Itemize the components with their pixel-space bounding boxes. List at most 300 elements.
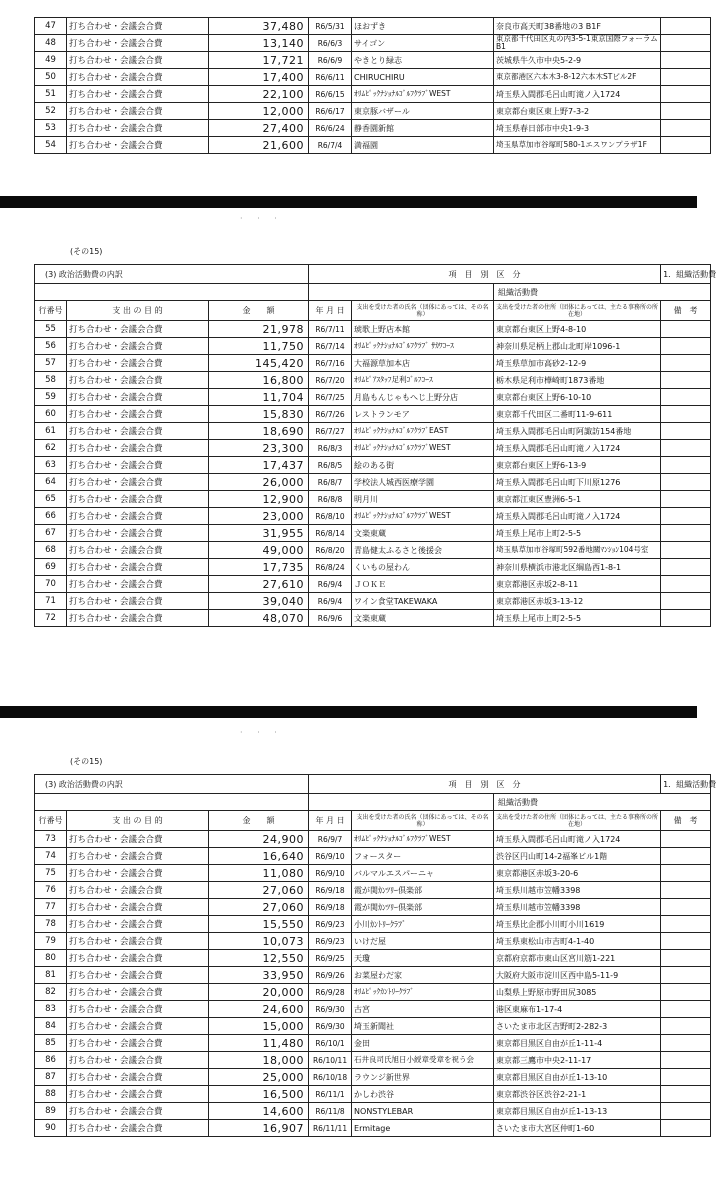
remarks-cell: [661, 491, 711, 508]
payee-name: レストランモア: [352, 406, 494, 423]
table-row: [35, 559, 711, 576]
row-number: 47: [35, 18, 67, 35]
expense-purpose: 打ち合わせ・会議会合費: [67, 440, 209, 457]
payee-address: 埼玉県入間郡毛呂山町下川原1276: [494, 474, 661, 491]
expense-date: R6/9/10: [309, 865, 352, 882]
payee-address: 東京都台東区東上野7-3-2: [494, 103, 661, 120]
payee-name: 満福園: [352, 137, 494, 154]
remarks-cell: [661, 1069, 711, 1086]
row-number: 53: [35, 120, 67, 137]
expense-purpose: 打ち合わせ・会議会合費: [67, 831, 209, 848]
row-number: 49: [35, 52, 67, 69]
scan-artifact: · · ·: [240, 214, 283, 223]
expense-date: R6/8/20: [309, 542, 352, 559]
remarks-cell: [661, 137, 711, 154]
sub-category: 組織活動費: [494, 284, 711, 301]
expense-purpose: 打ち合わせ・会議会合費: [67, 593, 209, 610]
col-header-remarks: 備 考: [661, 811, 711, 831]
remarks-cell: [661, 848, 711, 865]
page-separator: [0, 706, 697, 718]
remarks-cell: [661, 474, 711, 491]
table-row: [35, 916, 711, 933]
expense-date: R6/11/8: [309, 1103, 352, 1120]
payee-name: くいもの屋わん: [352, 559, 494, 576]
payee-address: 茨城県牛久市中央5-2-9: [494, 52, 661, 69]
table-row: [35, 865, 711, 882]
table-row: [35, 984, 711, 1001]
expense-amount: 16,500: [209, 1086, 309, 1103]
row-number: 87: [35, 1069, 67, 1086]
row-number: 76: [35, 882, 67, 899]
expense-purpose: 打ち合わせ・会議会合費: [67, 1052, 209, 1069]
table-row: [35, 440, 711, 457]
row-number: 62: [35, 440, 67, 457]
expense-purpose: 打ち合わせ・会議会合費: [67, 1103, 209, 1120]
payee-name: 霞が関ｶﾝﾂﾘｰ倶楽部: [352, 882, 494, 899]
row-number: 89: [35, 1103, 67, 1120]
payee-name: 絵のある街: [352, 457, 494, 474]
payee-name: 埼玉新聞社: [352, 1018, 494, 1035]
remarks-cell: [661, 1018, 711, 1035]
payee-address: さいたま市北区吉野町2-282-3: [494, 1018, 661, 1035]
expense-amount: 25,000: [209, 1069, 309, 1086]
expense-purpose: 打ち合わせ・会議会合費: [67, 916, 209, 933]
payee-name: ｵﾘﾑﾋﾟｯｸﾅｼｮﾅﾙｺﾞﾙﾌｸﾗﾌﾞ ｻｶﾜｺｰｽ: [352, 338, 494, 355]
expense-date: R6/6/24: [309, 120, 352, 137]
payee-name: お菜屋わだ家: [352, 967, 494, 984]
table-row: [35, 120, 711, 137]
section-title: (3) 政治活動費の内訳: [35, 775, 309, 794]
row-number: 73: [35, 831, 67, 848]
expense-amount: 12,000: [209, 103, 309, 120]
expense-date: R6/8/8: [309, 491, 352, 508]
expense-purpose: 打ち合わせ・会議会合費: [67, 423, 209, 440]
expense-date: R6/7/20: [309, 372, 352, 389]
row-number: 65: [35, 491, 67, 508]
payee-address: 東京都三鷹市中央2-11-17: [494, 1052, 661, 1069]
expense-date: R6/6/15: [309, 86, 352, 103]
expense-date: R6/5/31: [309, 18, 352, 35]
payee-name: 静香園新館: [352, 120, 494, 137]
payee-address: 埼玉県東松山市吉町4-1-40: [494, 933, 661, 950]
payee-name: 月島もんじゃもへじ上野分店: [352, 389, 494, 406]
expense-date: R6/8/5: [309, 457, 352, 474]
row-number: 77: [35, 899, 67, 916]
table-row: [35, 69, 711, 86]
payee-name: バルマルエスパーニャ: [352, 865, 494, 882]
row-number: 55: [35, 321, 67, 338]
expense-purpose: 打ち合わせ・会議会合費: [67, 69, 209, 86]
remarks-cell: [661, 899, 711, 916]
expense-amount: 37,480: [209, 18, 309, 35]
expense-amount: 31,955: [209, 525, 309, 542]
expense-date: R6/9/6: [309, 610, 352, 627]
payee-address: 東京都港区六本木3-8-12六本木STビル2F: [494, 69, 661, 86]
row-number: 83: [35, 1001, 67, 1018]
remarks-cell: [661, 525, 711, 542]
table-row: [35, 593, 711, 610]
expense-purpose: 打ち合わせ・会議会合費: [67, 559, 209, 576]
col-header-address: 支出を受けた者の住所（団体にあっては、主たる事務所の所在地）: [494, 811, 661, 831]
expense-amount: 33,950: [209, 967, 309, 984]
expense-amount: 16,640: [209, 848, 309, 865]
table-row: [35, 576, 711, 593]
remarks-cell: [661, 18, 711, 35]
blank-header: [309, 794, 494, 811]
row-number: 80: [35, 950, 67, 967]
expense-amount: 18,690: [209, 423, 309, 440]
payee-address: 東京都江東区豊洲6-5-1: [494, 491, 661, 508]
remarks-cell: [661, 610, 711, 627]
payee-name: 石井良司氏旭日小綬章受章を祝う会: [352, 1052, 494, 1069]
row-number: 59: [35, 389, 67, 406]
sub-category: 組織活動費: [494, 794, 711, 811]
col-header-purpose: 支 出 の 目 的: [67, 811, 209, 831]
payee-address: 東京都港区赤坂3-13-12: [494, 593, 661, 610]
table-row: [35, 525, 711, 542]
row-number: 86: [35, 1052, 67, 1069]
expense-purpose: 打ち合わせ・会議会合費: [67, 950, 209, 967]
payee-address: 東京都台東区上野6-10-10: [494, 389, 661, 406]
payee-address: 東京都目黒区自由が丘1-13-13: [494, 1103, 661, 1120]
table-row: [35, 1086, 711, 1103]
payee-address: 神奈川県横浜市港北区綱島西1-8-1: [494, 559, 661, 576]
payee-name: 明月川: [352, 491, 494, 508]
row-number: 54: [35, 137, 67, 154]
expense-amount: 15,830: [209, 406, 309, 423]
payee-address: 奈良市高天町38番地の3 B1F: [494, 18, 661, 35]
remarks-cell: [661, 440, 711, 457]
table-row: [35, 1052, 711, 1069]
expense-purpose: 打ち合わせ・会議会合費: [67, 321, 209, 338]
expense-date: R6/8/14: [309, 525, 352, 542]
expense-amount: 17,721: [209, 52, 309, 69]
table-body-section2: [35, 321, 711, 627]
expense-date: R6/8/10: [309, 508, 352, 525]
expense-amount: 10,073: [209, 933, 309, 950]
expense-amount: 22,100: [209, 86, 309, 103]
payee-name: ｵﾘﾑﾋﾟｯｸﾅｼｮﾅﾙｺﾞﾙﾌｸﾗﾌﾞWEST: [352, 440, 494, 457]
row-number: 63: [35, 457, 67, 474]
row-number: 84: [35, 1018, 67, 1035]
row-number: 64: [35, 474, 67, 491]
expense-date: R6/11/11: [309, 1120, 352, 1137]
expense-purpose: 打ち合わせ・会議会合費: [67, 848, 209, 865]
table-row: [35, 406, 711, 423]
expense-amount: 11,080: [209, 865, 309, 882]
category-header: 項 目 別 区 分: [309, 265, 661, 284]
row-number: 78: [35, 916, 67, 933]
expense-amount: 17,400: [209, 69, 309, 86]
payee-address: 埼玉県入間郡毛呂山町阿諏訪154番地: [494, 423, 661, 440]
section-title: (3) 政治活動費の内訳: [35, 265, 309, 284]
expense-amount: 39,040: [209, 593, 309, 610]
remarks-cell: [661, 86, 711, 103]
expense-amount: 27,610: [209, 576, 309, 593]
payee-name: ほおずき: [352, 18, 494, 35]
expense-table-section3: [34, 774, 716, 1137]
expense-date: R6/10/11: [309, 1052, 352, 1069]
expense-purpose: 打ち合わせ・会議会合費: [67, 1035, 209, 1052]
table-row: [35, 1035, 711, 1052]
table-row: [35, 35, 711, 52]
remarks-cell: [661, 865, 711, 882]
page-tag: (その15): [70, 247, 103, 256]
payee-name: 小川ｶﾝﾄﾘｰｸﾗﾌﾞ: [352, 916, 494, 933]
remarks-cell: [661, 372, 711, 389]
expense-amount: 15,550: [209, 916, 309, 933]
expense-date: R6/6/17: [309, 103, 352, 120]
table-row: [35, 137, 711, 154]
expense-amount: 49,000: [209, 542, 309, 559]
table-row: [35, 18, 711, 35]
payee-name: サイゴン: [352, 35, 494, 52]
table-row: [35, 848, 711, 865]
expense-date: R6/9/26: [309, 967, 352, 984]
expense-date: R6/9/30: [309, 1018, 352, 1035]
expense-purpose: 打ち合わせ・会議会合費: [67, 984, 209, 1001]
category-value: 1．組織活動費: [661, 775, 711, 794]
table-row: [35, 831, 711, 848]
payee-address: 埼玉県入間郡毛呂山町滝ノ入1724: [494, 831, 661, 848]
payee-address: 東京都港区赤坂2-8-11: [494, 576, 661, 593]
row-number: 71: [35, 593, 67, 610]
table-body-section3: [35, 831, 711, 1137]
expense-date: R6/8/7: [309, 474, 352, 491]
expense-purpose: 打ち合わせ・会議会合費: [67, 86, 209, 103]
row-number: 90: [35, 1120, 67, 1137]
payee-address: 埼玉県春日部市中央1-9-3: [494, 120, 661, 137]
expense-amount: 21,978: [209, 321, 309, 338]
expense-amount: 27,060: [209, 899, 309, 916]
expense-amount: 26,000: [209, 474, 309, 491]
remarks-cell: [661, 933, 711, 950]
expense-purpose: 打ち合わせ・会議会合費: [67, 35, 209, 52]
expense-date: R6/9/18: [309, 882, 352, 899]
remarks-cell: [661, 1103, 711, 1120]
col-header-purpose: 支 出 の 目 的: [67, 301, 209, 321]
col-header-date: 年 月 日: [309, 301, 352, 321]
payee-address: 東京都目黒区自由が丘1-13-10: [494, 1069, 661, 1086]
remarks-cell: [661, 916, 711, 933]
expense-date: R6/7/4: [309, 137, 352, 154]
payee-name: NONSTYLEBAR: [352, 1103, 494, 1120]
expense-amount: 27,060: [209, 882, 309, 899]
expense-amount: 24,600: [209, 1001, 309, 1018]
expense-amount: 23,000: [209, 508, 309, 525]
expense-amount: 145,420: [209, 355, 309, 372]
remarks-cell: [661, 950, 711, 967]
payee-address: 東京都台東区上野4-8-10: [494, 321, 661, 338]
expense-amount: 13,140: [209, 35, 309, 52]
expense-purpose: 打ち合わせ・会議会合費: [67, 865, 209, 882]
payee-address: 埼玉県比企郡小川町小川1619: [494, 916, 661, 933]
expense-purpose: 打ち合わせ・会議会合費: [67, 1069, 209, 1086]
col-header-remarks: 備 考: [661, 301, 711, 321]
remarks-cell: [661, 967, 711, 984]
payee-name: フォースター: [352, 848, 494, 865]
expense-amount: 11,480: [209, 1035, 309, 1052]
payee-address: 東京都目黒区自由が丘1-11-4: [494, 1035, 661, 1052]
remarks-cell: [661, 542, 711, 559]
payee-address: 渋谷区円山町14-2福峯ビル1階: [494, 848, 661, 865]
expense-purpose: 打ち合わせ・会議会合費: [67, 967, 209, 984]
expense-purpose: 打ち合わせ・会議会合費: [67, 1018, 209, 1035]
expense-purpose: 打ち合わせ・会議会合費: [67, 457, 209, 474]
table-row: [35, 1120, 711, 1137]
payee-name: ＪＯＫＥ: [352, 576, 494, 593]
expense-purpose: 打ち合わせ・会議会合費: [67, 1001, 209, 1018]
row-number: 61: [35, 423, 67, 440]
expense-purpose: 打ち合わせ・会議会合費: [67, 933, 209, 950]
remarks-cell: [661, 406, 711, 423]
payee-name: ｵﾘﾑﾋﾟｱｽﾀｯﾌ足利ｺﾞﾙﾌｺｰｽ: [352, 372, 494, 389]
payee-address: 埼玉県草加市谷塚町592番地關ﾏﾝｼｮﾝ104号室: [494, 542, 661, 559]
col-header-amount: 金 額: [209, 301, 309, 321]
expense-amount: 14,600: [209, 1103, 309, 1120]
remarks-cell: [661, 423, 711, 440]
payee-name: ラウンジ新世界: [352, 1069, 494, 1086]
expense-date: R6/7/26: [309, 406, 352, 423]
remarks-cell: [661, 1086, 711, 1103]
table-row: [35, 491, 711, 508]
payee-name: いけだ屋: [352, 933, 494, 950]
remarks-cell: [661, 593, 711, 610]
expense-date: R6/9/18: [309, 899, 352, 916]
col-header-amount: 金 額: [209, 811, 309, 831]
payee-address: 東京都港区赤坂3-20-6: [494, 865, 661, 882]
expense-date: R6/9/30: [309, 1001, 352, 1018]
row-number: 75: [35, 865, 67, 882]
row-number: 68: [35, 542, 67, 559]
payee-address: 埼玉県上尾市上町2-5-5: [494, 525, 661, 542]
expense-amount: 21,600: [209, 137, 309, 154]
remarks-cell: [661, 321, 711, 338]
expense-purpose: 打ち合わせ・会議会合費: [67, 542, 209, 559]
col-header-no: 行番号: [35, 811, 67, 831]
expense-date: R6/10/1: [309, 1035, 352, 1052]
table-row: [35, 1018, 711, 1035]
remarks-cell: [661, 1001, 711, 1018]
remarks-cell: [661, 984, 711, 1001]
row-number: 85: [35, 1035, 67, 1052]
payee-address: 東京都台東区上野6-13-9: [494, 457, 661, 474]
expense-amount: 12,550: [209, 950, 309, 967]
expense-date: R6/9/23: [309, 916, 352, 933]
payee-name: ｵﾘﾑﾋﾟｯｸﾅｼｮﾅﾙｺﾞﾙﾌｸﾗﾌﾞWEST: [352, 831, 494, 848]
blank-header: [35, 794, 309, 811]
payee-address: 東京都千代田区丸の内3-5-1東京国際フォーラムB1: [494, 35, 661, 52]
remarks-cell: [661, 338, 711, 355]
row-number: 58: [35, 372, 67, 389]
table-row: [35, 1103, 711, 1120]
payee-address: 埼玉県川越市笠幡3398: [494, 899, 661, 916]
remarks-cell: [661, 355, 711, 372]
expense-date: R6/8/3: [309, 440, 352, 457]
expense-purpose: 打ち合わせ・会議会合費: [67, 338, 209, 355]
expense-date: R6/7/11: [309, 321, 352, 338]
payee-address: 埼玉県草加市高砂2-12-9: [494, 355, 661, 372]
payee-address: 山梨県上野原市野田尻3085: [494, 984, 661, 1001]
expense-date: R6/10/18: [309, 1069, 352, 1086]
expense-date: R6/7/27: [309, 423, 352, 440]
expense-date: R6/7/14: [309, 338, 352, 355]
remarks-cell: [661, 120, 711, 137]
expense-purpose: 打ち合わせ・会議会合費: [67, 389, 209, 406]
row-number: 72: [35, 610, 67, 627]
expense-date: R6/7/16: [309, 355, 352, 372]
expense-date: R6/9/28: [309, 984, 352, 1001]
payee-address: 埼玉県上尾市上町2-5-5: [494, 610, 661, 627]
table-row: [35, 933, 711, 950]
row-number: 56: [35, 338, 67, 355]
page-separator: [0, 196, 697, 208]
col-header-address: 支出を受けた者の住所（団体にあっては、主たる事務所の所在地）: [494, 301, 661, 321]
payee-address: 東京都渋谷区渋谷2-21-1: [494, 1086, 661, 1103]
expense-date: R6/9/4: [309, 576, 352, 593]
payee-name: 学校法人城西医療学園: [352, 474, 494, 491]
table-row: [35, 103, 711, 120]
blank-header: [309, 284, 494, 301]
expense-date: R6/7/25: [309, 389, 352, 406]
payee-name: かしわ渋谷: [352, 1086, 494, 1103]
col-header-no: 行番号: [35, 301, 67, 321]
table-row: [35, 389, 711, 406]
expense-amount: 17,735: [209, 559, 309, 576]
expense-amount: 11,704: [209, 389, 309, 406]
payee-address: さいたま市大宮区仲町1-60: [494, 1120, 661, 1137]
col-header-name: 支出を受けた者の氏名（団体にあっては、その名称）: [352, 811, 494, 831]
expense-date: R6/6/11: [309, 69, 352, 86]
expense-purpose: 打ち合わせ・会議会合費: [67, 576, 209, 593]
payee-name: 霞が関ｶﾝﾂﾘｰ倶楽部: [352, 899, 494, 916]
expense-amount: 12,900: [209, 491, 309, 508]
remarks-cell: [661, 389, 711, 406]
remarks-cell: [661, 1052, 711, 1069]
payee-address: 京都府京都市東山区宮川筋1-221: [494, 950, 661, 967]
table-row: [35, 542, 711, 559]
table-row: [35, 1069, 711, 1086]
payee-address: 神奈川県足柄上郡山北町岸1096-1: [494, 338, 661, 355]
payee-address: 栃木県足利市樺崎町1873番地: [494, 372, 661, 389]
payee-address: 埼玉県川越市笠幡3398: [494, 882, 661, 899]
payee-name: 東京豚バザール: [352, 103, 494, 120]
table-row: [35, 610, 711, 627]
remarks-cell: [661, 103, 711, 120]
expense-date: R6/6/9: [309, 52, 352, 69]
payee-name: ｵﾘﾑﾋﾟｯｸﾅｼｮﾅﾙｺﾞﾙﾌｸﾗﾌﾞWEST: [352, 508, 494, 525]
expense-date: R6/6/3: [309, 35, 352, 52]
expense-purpose: 打ち合わせ・会議会合費: [67, 508, 209, 525]
remarks-cell: [661, 831, 711, 848]
row-number: 74: [35, 848, 67, 865]
top-table-body: [35, 18, 711, 154]
table-row: [35, 474, 711, 491]
expense-amount: 17,437: [209, 457, 309, 474]
expense-amount: 11,750: [209, 338, 309, 355]
blank-header: [35, 284, 309, 301]
col-header-name: 支出を受けた者の氏名（団体にあっては、その名称）: [352, 301, 494, 321]
expense-amount: 27,400: [209, 120, 309, 137]
expense-date: R6/9/23: [309, 933, 352, 950]
payee-name: 大福源草加本店: [352, 355, 494, 372]
payee-name: やきとり緑志: [352, 52, 494, 69]
payee-name: ワイン食堂TAKEWAKA: [352, 593, 494, 610]
expense-purpose: 打ち合わせ・会議会合費: [67, 474, 209, 491]
expense-purpose: 打ち合わせ・会議会合費: [67, 372, 209, 389]
payee-name: 古宮: [352, 1001, 494, 1018]
table-row: [35, 355, 711, 372]
